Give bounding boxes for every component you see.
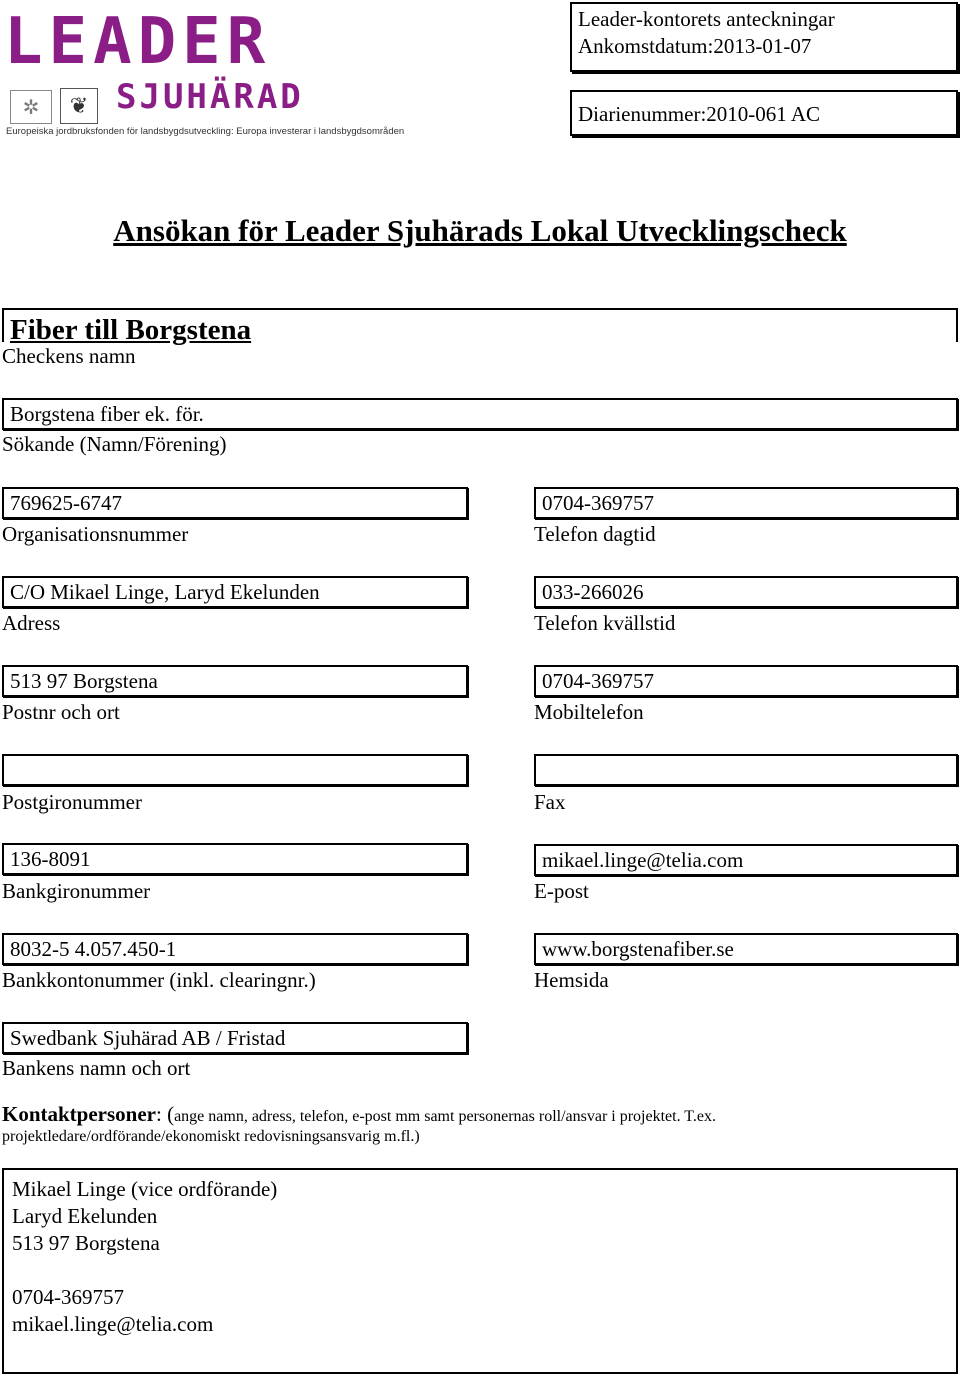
logo-tagline: Europeiska jordbruksfonden för landsbygdsutveckling: Europa investerar i landsbygdsområden [6, 126, 405, 137]
contacts-field[interactable] [2, 1168, 958, 1374]
bank-account-label: Bankkontonummer (inkl. clearingnr.) [2, 968, 316, 992]
applicant-label: Sökande (Namn/Förening) [2, 432, 227, 456]
arrival-date: Ankomstdatum:2013-01-07 [578, 34, 812, 59]
contacts-instruction: ange namn, adress, telefon, e-post mm samt personernas roll/ansvar i projektet. T.ex. [174, 1108, 716, 1125]
mobile-label: Mobiltelefon [534, 700, 644, 724]
postal-field[interactable]: 513 97 Borgstena [2, 665, 468, 697]
phone-day-field[interactable]: 0704-369757 [534, 487, 958, 519]
contacts-heading-title: Kontaktpersoner [2, 1102, 156, 1126]
contacts-instruction-line2: projektledare/ordförande/ekonomiskt redovisningsansvarig m.fl.) [2, 1128, 420, 1145]
contact-line [12, 1257, 948, 1284]
contact-line: 513 97 Borgstena [12, 1231, 160, 1255]
check-name-field[interactable]: Fiber till Borgstena [2, 308, 958, 342]
office-notes-heading: Leader-kontorets anteckningar [578, 7, 835, 31]
leader-leaf-icon: ❦ [60, 88, 98, 124]
check-name-label: Checkens namn [2, 344, 136, 368]
email-label: E-post [534, 879, 589, 903]
bankgiro-label: Bankgironummer [2, 879, 151, 903]
applicant-field[interactable]: Borgstena fiber ek. för. [2, 398, 958, 430]
bankgiro-field[interactable]: 136-8091 [2, 843, 468, 875]
website-field[interactable]: www.borgstenafiber.se [534, 933, 958, 965]
bank-account-field[interactable]: 8032-5 4.057.450-1 [2, 933, 468, 965]
phone-evening-label: Telefon kvällstid [534, 611, 676, 635]
contact-line: mikael.linge@telia.com [12, 1312, 214, 1336]
diary-number-box [570, 90, 958, 136]
office-notes-box [570, 2, 958, 72]
org-number-label: Organisationsnummer [2, 522, 189, 546]
phone-day-label: Telefon dagtid [534, 522, 656, 546]
phone-evening-field[interactable]: 033-266026 [534, 576, 958, 608]
page-title: Ansökan för Leader Sjuhärads Lokal Utvecklingscheck [113, 213, 847, 248]
contacts-heading [2, 1102, 716, 1127]
mobile-field[interactable]: 0704-369757 [534, 665, 958, 697]
leader-sjuharad-logo [4, 5, 405, 137]
postgiro-field[interactable] [2, 754, 468, 786]
website-label: Hemsida [534, 968, 609, 992]
contact-line: Mikael Linge (vice ordförande) [12, 1177, 278, 1201]
diary-number: Diarienummer:2010-061 AC [578, 102, 821, 126]
bank-name-label: Bankens namn och ort [2, 1056, 191, 1080]
org-number-field[interactable]: 769625-6747 [2, 487, 468, 519]
postal-label: Postnr och ort [2, 700, 120, 724]
fax-label: Fax [534, 790, 566, 814]
logo-sjuharad-text: SJUHÄRAD [116, 77, 304, 117]
fax-field[interactable] [534, 754, 958, 786]
contact-line: Laryd Ekelunden [12, 1204, 158, 1228]
contacts-instruction-start: : ( [156, 1102, 175, 1126]
logo-leader-text: LEADER [4, 5, 272, 79]
postgiro-label: Postgironummer [2, 790, 142, 814]
contact-line: 0704-369757 [12, 1285, 124, 1309]
address-label: Adress [2, 611, 61, 635]
bank-name-field[interactable]: Swedbank Sjuhärad AB / Fristad [2, 1022, 468, 1054]
eu-flag-icon: ✲ [10, 90, 52, 124]
email-field[interactable]: mikael.linge@telia.com [534, 844, 958, 876]
address-field[interactable]: C/O Mikael Linge, Laryd Ekelunden [2, 576, 468, 608]
